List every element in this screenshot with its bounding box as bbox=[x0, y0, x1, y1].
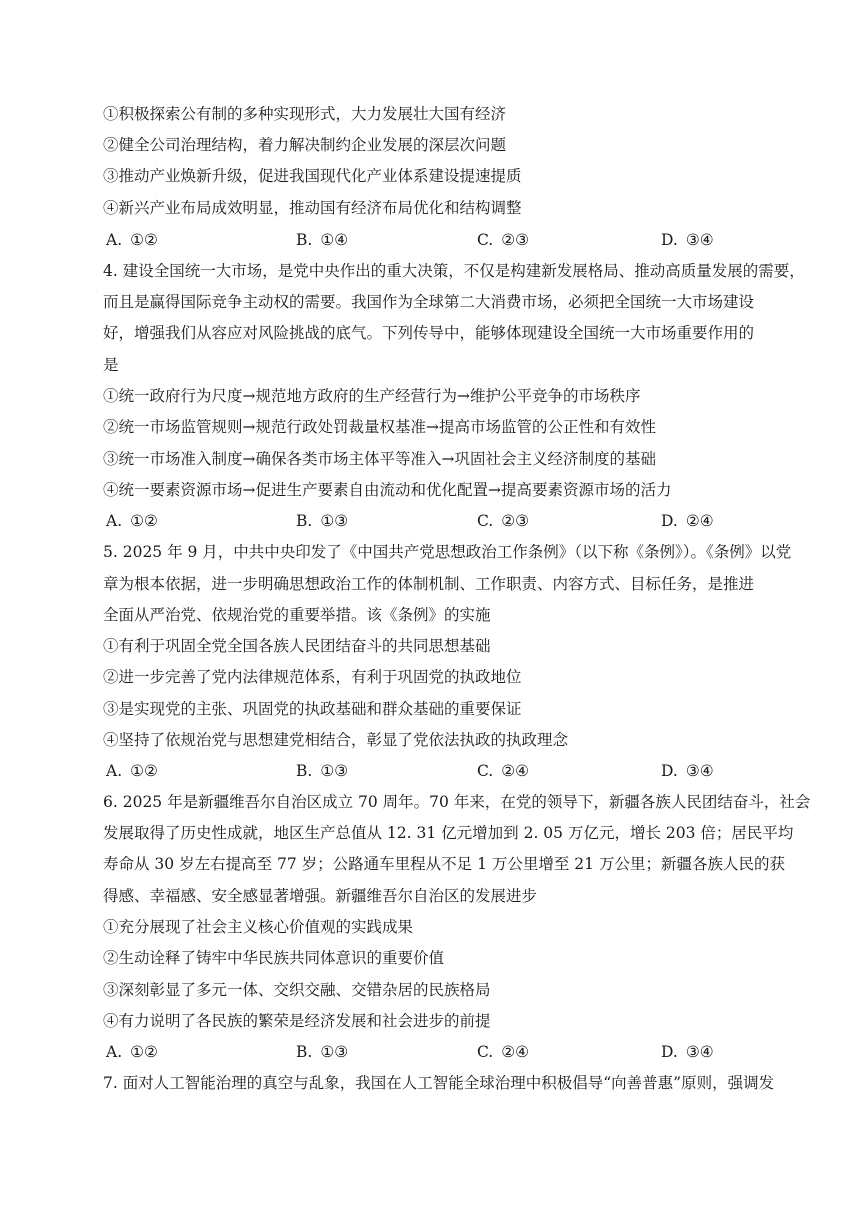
q4-choice-d[interactable]: D. ②④ bbox=[661, 512, 714, 530]
q5-option-3: ③是实现党的主张、巩固党的执政基础和群众基础的重要保证 bbox=[103, 700, 522, 718]
q7-stem-line-1: 7. 面对人工智能治理的真空与乱象，我国在人工智能全球治理中积极倡导“向善普惠”原则，强调发 bbox=[103, 1074, 775, 1092]
q3-choice-b[interactable]: B. ①④ bbox=[296, 231, 349, 249]
q6-choice-c[interactable]: C. ②④ bbox=[477, 1043, 530, 1061]
q4-stem-line-4: 是 bbox=[103, 356, 119, 374]
q3-option-3: ③推动产业焕新升级，促进我国现代化产业体系建设提速提质 bbox=[103, 167, 522, 185]
q6-option-2: ②生动诠释了铸牢中华民族共同体意识的重要价值 bbox=[103, 949, 445, 967]
q5-option-2: ②进一步完善了党内法律规范体系，有利于巩固党的执政地位 bbox=[103, 668, 522, 686]
q4-stem-line-1: 4. 建设全国统一大市场，是党中央作出的重大决策，不仅是构建新发展格局、推动高质量发展的需要， bbox=[103, 262, 805, 280]
q5-stem-line-3: 全面从严治党、依规治党的重要举措。该《条例》的实施 bbox=[103, 606, 491, 624]
q6-stem-line-3: 寿命从 30 岁左右提高至 77 岁；公路通车里程从不足 1 万公里增至 21 万公里；新疆各族人民的获 bbox=[103, 855, 785, 873]
q4-option-2: ②统一市场监管规则→规范行政处罚裁量权基准→提高市场监管的公正性和有效性 bbox=[103, 418, 656, 436]
q4-option-1: ①统一政府行为尺度→规范地方政府的生产经营行为→维护公平竞争的市场秩序 bbox=[103, 387, 641, 405]
q3-choices bbox=[0, 225, 868, 256]
q6-choice-d[interactable]: D. ③④ bbox=[661, 1043, 714, 1061]
q5-stem-line-1: 5. 2025 年 9 月，中共中央印发了《中国共产党思想政治工作条例》（以下称《条例》）。《条例》以党 bbox=[103, 543, 792, 561]
q3-choice-a[interactable]: A. ①② bbox=[106, 231, 158, 249]
q4-stem-line-2: 而且是赢得国际竞争主动权的需要。我国作为全球第二大消费市场，必须把全国统一大市场建设 bbox=[103, 293, 755, 311]
q5-choices bbox=[0, 756, 868, 787]
q5-option-1: ①有利于巩固全党全国各族人民团结奋斗的共同思想基础 bbox=[103, 637, 491, 655]
q4-option-3: ③统一市场准入制度→确保各类市场主体平等准入→巩固社会主义经济制度的基础 bbox=[103, 450, 656, 468]
q6-choice-b[interactable]: B. ①③ bbox=[296, 1043, 349, 1061]
q4-option-4: ④统一要素资源市场→促进生产要素自由流动和优化配置→提高要素资源市场的活力 bbox=[103, 481, 672, 499]
q5-choice-a[interactable]: A. ①② bbox=[106, 762, 158, 780]
q6-choices bbox=[0, 1037, 868, 1068]
q6-stem-line-1: 6. 2025 年是新疆维吾尔自治区成立 70 周年。70 年来，在党的领导下，新疆各族人民团结奋斗，社会 bbox=[103, 793, 811, 811]
q5-choice-c[interactable]: C. ②④ bbox=[477, 762, 530, 780]
q3-choice-d[interactable]: D. ③④ bbox=[661, 231, 714, 249]
q3-choice-c[interactable]: C. ②③ bbox=[477, 231, 530, 249]
q4-choice-c[interactable]: C. ②③ bbox=[477, 512, 530, 530]
q3-option-2: ②健全公司治理结构，着力解决制约企业发展的深层次问题 bbox=[103, 136, 507, 154]
q4-choices bbox=[0, 506, 868, 537]
q6-stem-line-4: 得感、幸福感、安全感显著增强。新疆维吾尔自治区的发展进步 bbox=[103, 887, 538, 905]
q3-option-1: ①积极探索公有制的多种实现形式，大力发展壮大国有经济 bbox=[103, 105, 507, 123]
q4-choice-b[interactable]: B. ①③ bbox=[296, 512, 349, 530]
q6-option-1: ①充分展现了社会主义核心价值观的实践成果 bbox=[103, 918, 414, 936]
q6-choice-a[interactable]: A. ①② bbox=[106, 1043, 158, 1061]
q3-option-4: ④新兴产业布局成效明显，推动国有经济布局优化和结构调整 bbox=[103, 199, 522, 217]
q5-stem-line-2: 章为根本依据，进一步明确思想政治工作的体制机制、工作职责、内容方式、目标任务，是推进 bbox=[103, 575, 755, 593]
q6-option-3: ③深刻彰显了多元一体、交织交融、交错杂居的民族格局 bbox=[103, 981, 491, 999]
q6-stem-line-2: 发展取得了历史性成就，地区生产总值从 12. 31 亿元增加到 2. 05 万亿元，增长 203 倍；居民平均 bbox=[103, 824, 794, 842]
q4-choice-a[interactable]: A. ①② bbox=[106, 512, 158, 530]
q4-stem-line-3: 好，增强我们从容应对风险挑战的底气。下列传导中，能够体现建设全国统一大市场重要作用的 bbox=[103, 324, 755, 342]
q5-choice-d[interactable]: D. ③④ bbox=[661, 762, 714, 780]
q5-choice-b[interactable]: B. ①③ bbox=[296, 762, 349, 780]
q5-option-4: ④坚持了依规治党与思想建党相结合，彰显了党依法执政的执政理念 bbox=[103, 731, 569, 749]
q6-option-4: ④有力说明了各民族的繁荣是经济发展和社会进步的前提 bbox=[103, 1012, 491, 1030]
